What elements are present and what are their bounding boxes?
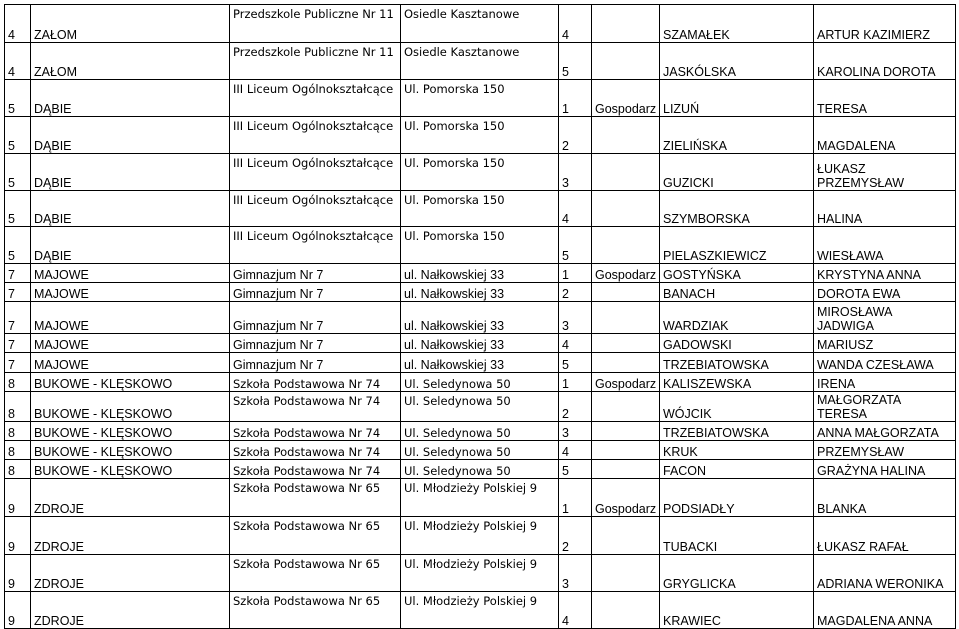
cell-nr: 7 <box>5 264 31 283</box>
table-row <box>5 517 956 555</box>
cell-firstname: IRENA <box>814 373 956 392</box>
cell-institution: Szkoła Podstawowa Nr 74 <box>230 392 401 422</box>
table-row <box>5 117 956 154</box>
cell-institution: Gimnazjum Nr 7 <box>230 302 401 334</box>
cell-nr: 5 <box>5 227 31 264</box>
cell-address: Ul. Pomorska 150 <box>401 227 559 264</box>
table-row <box>5 422 956 441</box>
cell-surname: ZIELIŃSKA <box>660 117 814 154</box>
cell-institution: Gimnazjum Nr 7 <box>230 283 401 302</box>
cell-institution: III Liceum Ogólnokształcące <box>230 227 401 264</box>
cell-district: DĄBIE <box>31 227 230 264</box>
cell-surname: SZYMBORSKA <box>660 191 814 227</box>
cell-nr: 7 <box>5 334 31 353</box>
cell-surname: PODSIADŁY <box>660 479 814 517</box>
cell-role <box>592 422 660 441</box>
cell-nr: 9 <box>5 592 31 629</box>
cell-nr: 5 <box>5 117 31 154</box>
cell-surname: KRAWIEC <box>660 592 814 629</box>
cell-address: Osiedle Kasztanowe <box>401 5 559 43</box>
cell-circuit: 5 <box>559 353 592 373</box>
cell-surname: JASKÓLSKA <box>660 43 814 80</box>
cell-address: ul. Nałkowskiej 33 <box>401 302 559 334</box>
cell-surname: GADOWSKI <box>660 334 814 353</box>
cell-circuit: 4 <box>559 592 592 629</box>
cell-firstname: MAGDALENA <box>814 117 956 154</box>
cell-surname: FACON <box>660 460 814 479</box>
cell-circuit: 5 <box>559 227 592 264</box>
cell-role <box>592 460 660 479</box>
cell-institution: Szkoła Podstawowa Nr 65 <box>230 479 401 517</box>
cell-district: BUKOWE - KLĘSKOWO <box>31 392 230 422</box>
cell-district: ZDROJE <box>31 517 230 555</box>
cell-nr: 8 <box>5 392 31 422</box>
cell-role <box>592 555 660 592</box>
cell-address: Ul. Pomorska 150 <box>401 191 559 227</box>
cell-surname: GRYGLICKA <box>660 555 814 592</box>
cell-institution: Szkoła Podstawowa Nr 65 <box>230 517 401 555</box>
cell-circuit: 2 <box>559 392 592 422</box>
cell-district: MAJOWE <box>31 302 230 334</box>
cell-firstname: DOROTA EWA <box>814 283 956 302</box>
cell-nr: 7 <box>5 353 31 373</box>
cell-firstname: TERESA <box>814 80 956 117</box>
cell-address: Ul. Młodzieży Polskiej 9 <box>401 555 559 592</box>
cell-institution: Szkoła Podstawowa Nr 74 <box>230 373 401 392</box>
cell-surname: WÓJCIK <box>660 392 814 422</box>
table-row <box>5 373 956 392</box>
table-row <box>5 227 956 264</box>
cell-surname: TRZEBIATOWSKA <box>660 422 814 441</box>
cell-circuit: 5 <box>559 460 592 479</box>
cell-role <box>592 517 660 555</box>
cell-circuit: 2 <box>559 517 592 555</box>
cell-firstname: PRZEMYSŁAW <box>814 441 956 460</box>
cell-firstname: ARTUR KAZIMIERZ <box>814 5 956 43</box>
cell-role <box>592 191 660 227</box>
cell-surname: TRZEBIATOWSKA <box>660 353 814 373</box>
table-row <box>5 43 956 80</box>
cell-address: Ul. Młodzieży Polskiej 9 <box>401 479 559 517</box>
table-row <box>5 5 956 43</box>
cell-address: Osiedle Kasztanowe <box>401 43 559 80</box>
cell-district: DĄBIE <box>31 154 230 191</box>
cell-district: ZAŁOM <box>31 5 230 43</box>
cell-district: BUKOWE - KLĘSKOWO <box>31 422 230 441</box>
cell-surname: TUBACKI <box>660 517 814 555</box>
cell-surname: GOSTYŃSKA <box>660 264 814 283</box>
cell-circuit: 3 <box>559 555 592 592</box>
cell-circuit: 4 <box>559 5 592 43</box>
cell-address: Ul. Seledynowa 50 <box>401 460 559 479</box>
cell-district: BUKOWE - KLĘSKOWO <box>31 460 230 479</box>
cell-district: DĄBIE <box>31 80 230 117</box>
cell-institution: Szkoła Podstawowa Nr 65 <box>230 555 401 592</box>
cell-firstname: WANDA CZESŁAWA <box>814 353 956 373</box>
cell-role <box>592 302 660 334</box>
cell-firstname: ADRIANA WERONIKA <box>814 555 956 592</box>
cell-address: Ul. Pomorska 150 <box>401 80 559 117</box>
cell-surname: WARDZIAK <box>660 302 814 334</box>
cell-institution: Gimnazjum Nr 7 <box>230 264 401 283</box>
cell-role: Gospodarz <box>592 264 660 283</box>
table-row <box>5 191 956 227</box>
cell-role <box>592 5 660 43</box>
cell-surname: BANACH <box>660 283 814 302</box>
cell-role <box>592 283 660 302</box>
cell-district: MAJOWE <box>31 264 230 283</box>
cell-institution: Przedszkole Publiczne Nr 11 <box>230 5 401 43</box>
cell-institution: III Liceum Ogólnokształcące <box>230 154 401 191</box>
cell-nr: 8 <box>5 373 31 392</box>
cell-role <box>592 353 660 373</box>
cell-address: Ul. Seledynowa 50 <box>401 441 559 460</box>
cell-circuit: 3 <box>559 302 592 334</box>
table-row <box>5 460 956 479</box>
cell-institution: Szkoła Podstawowa Nr 74 <box>230 422 401 441</box>
cell-institution: Szkoła Podstawowa Nr 74 <box>230 441 401 460</box>
cell-district: ZDROJE <box>31 555 230 592</box>
cell-circuit: 5 <box>559 43 592 80</box>
cell-circuit: 2 <box>559 283 592 302</box>
cell-surname: PIELASZKIEWICZ <box>660 227 814 264</box>
cell-nr: 9 <box>5 555 31 592</box>
cell-institution: Gimnazjum Nr 7 <box>230 353 401 373</box>
cell-nr: 9 <box>5 479 31 517</box>
cell-nr: 4 <box>5 5 31 43</box>
cell-surname: KRUK <box>660 441 814 460</box>
cell-circuit: 4 <box>559 441 592 460</box>
cell-address: ul. Nałkowskiej 33 <box>401 264 559 283</box>
cell-role: Gospodarz <box>592 80 660 117</box>
cell-address: Ul. Młodzieży Polskiej 9 <box>401 592 559 629</box>
cell-institution: III Liceum Ogólnokształcące <box>230 80 401 117</box>
cell-district: ZDROJE <box>31 592 230 629</box>
cell-nr: 7 <box>5 283 31 302</box>
cell-district: ZAŁOM <box>31 43 230 80</box>
cell-institution: Przedszkole Publiczne Nr 11 <box>230 43 401 80</box>
cell-nr: 8 <box>5 441 31 460</box>
table-row <box>5 392 956 422</box>
cell-role: Gospodarz <box>592 373 660 392</box>
cell-nr: 4 <box>5 43 31 80</box>
cell-address: Ul. Seledynowa 50 <box>401 373 559 392</box>
cell-address: Ul. Młodzieży Polskiej 9 <box>401 517 559 555</box>
cell-firstname: MAŁGORZATA TERESA <box>814 392 956 422</box>
cell-institution: Gimnazjum Nr 7 <box>230 334 401 353</box>
cell-role <box>592 227 660 264</box>
cell-address: Ul. Seledynowa 50 <box>401 392 559 422</box>
cell-institution: III Liceum Ogólnokształcące <box>230 117 401 154</box>
cell-firstname: WIESŁAWA <box>814 227 956 264</box>
cell-firstname: BLANKA <box>814 479 956 517</box>
cell-circuit: 3 <box>559 154 592 191</box>
cell-role <box>592 592 660 629</box>
cell-district: ZDROJE <box>31 479 230 517</box>
cell-circuit: 1 <box>559 80 592 117</box>
cell-circuit: 3 <box>559 422 592 441</box>
table-row <box>5 334 956 353</box>
cell-circuit: 2 <box>559 117 592 154</box>
cell-firstname: GRAŻYNA HALINA <box>814 460 956 479</box>
cell-role <box>592 334 660 353</box>
cell-district: MAJOWE <box>31 283 230 302</box>
cell-nr: 8 <box>5 422 31 441</box>
cell-surname: LIZUŃ <box>660 80 814 117</box>
cell-role <box>592 392 660 422</box>
cell-firstname: HALINA <box>814 191 956 227</box>
table-body <box>5 5 956 629</box>
cell-firstname: ŁUKASZ RAFAŁ <box>814 517 956 555</box>
cell-nr: 5 <box>5 80 31 117</box>
cell-district: MAJOWE <box>31 353 230 373</box>
cell-circuit: 4 <box>559 334 592 353</box>
cell-nr: 7 <box>5 302 31 334</box>
cell-nr: 5 <box>5 154 31 191</box>
cell-surname: SZAMAŁEK <box>660 5 814 43</box>
table-row <box>5 592 956 629</box>
cell-firstname: KRYSTYNA ANNA <box>814 264 956 283</box>
cell-role <box>592 154 660 191</box>
cell-district: DĄBIE <box>31 191 230 227</box>
cell-district: BUKOWE - KLĘSKOWO <box>31 373 230 392</box>
cell-firstname: ŁUKASZ PRZEMYSŁAW <box>814 154 956 191</box>
cell-firstname: MIROSŁAWA JADWIGA <box>814 302 956 334</box>
table-row <box>5 302 956 334</box>
table-row <box>5 264 956 283</box>
table-row <box>5 555 956 592</box>
cell-district: DĄBIE <box>31 117 230 154</box>
cell-address: Ul. Pomorska 150 <box>401 154 559 191</box>
cell-circuit: 1 <box>559 264 592 283</box>
cell-nr: 9 <box>5 517 31 555</box>
table-row <box>5 283 956 302</box>
cell-surname: KALISZEWSKA <box>660 373 814 392</box>
table-row <box>5 80 956 117</box>
cell-firstname: KAROLINA DOROTA <box>814 43 956 80</box>
cell-address: ul. Nałkowskiej 33 <box>401 283 559 302</box>
cell-address: ul. Nałkowskiej 33 <box>401 353 559 373</box>
cell-nr: 5 <box>5 191 31 227</box>
cell-surname: GUZICKI <box>660 154 814 191</box>
cell-circuit: 1 <box>559 479 592 517</box>
cell-firstname: MAGDALENA ANNA <box>814 592 956 629</box>
cell-nr: 8 <box>5 460 31 479</box>
cell-institution: Szkoła Podstawowa Nr 74 <box>230 460 401 479</box>
cell-address: Ul. Seledynowa 50 <box>401 422 559 441</box>
table-row <box>5 441 956 460</box>
cell-firstname: ANNA MAŁGORZATA <box>814 422 956 441</box>
table-row <box>5 479 956 517</box>
cell-district: BUKOWE - KLĘSKOWO <box>31 441 230 460</box>
cell-firstname: MARIUSZ <box>814 334 956 353</box>
cell-institution: Szkoła Podstawowa Nr 65 <box>230 592 401 629</box>
table-row <box>5 353 956 373</box>
cell-address: Ul. Pomorska 150 <box>401 117 559 154</box>
cell-district: MAJOWE <box>31 334 230 353</box>
cell-institution: III Liceum Ogólnokształcące <box>230 191 401 227</box>
cell-role <box>592 43 660 80</box>
cell-address: ul. Nałkowskiej 33 <box>401 334 559 353</box>
cell-role <box>592 117 660 154</box>
cell-role <box>592 441 660 460</box>
members-table <box>4 4 956 629</box>
cell-circuit: 1 <box>559 373 592 392</box>
table-row <box>5 154 956 191</box>
cell-circuit: 4 <box>559 191 592 227</box>
cell-role: Gospodarz <box>592 479 660 517</box>
